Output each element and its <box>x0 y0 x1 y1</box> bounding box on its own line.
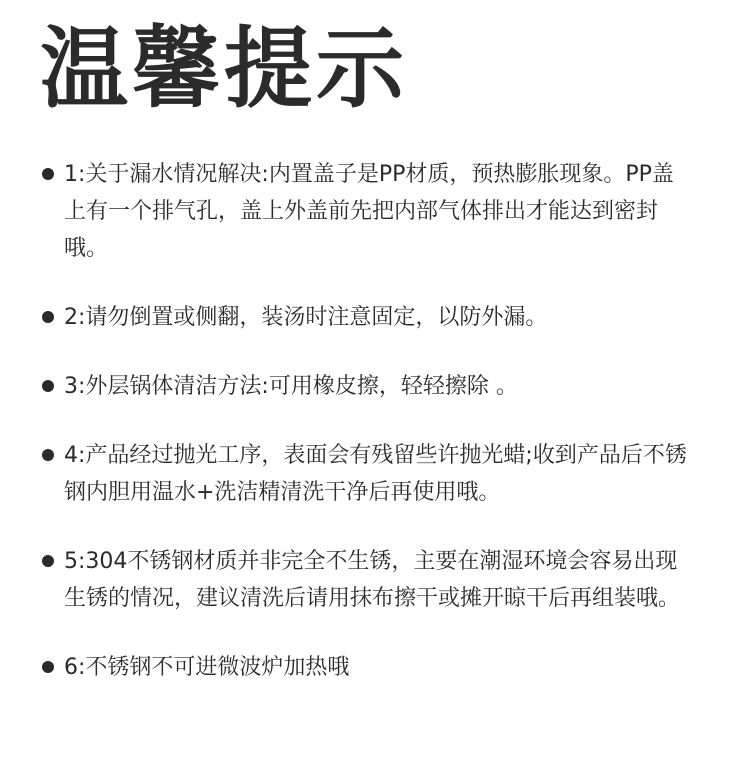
bullet-dot-icon <box>42 168 54 180</box>
tip-item-5 <box>42 543 692 617</box>
bullet-dot-icon <box>42 311 54 323</box>
bullet-dot-icon <box>42 555 54 567</box>
tip-text: 5:304不锈钢材质并非完全不生锈，主要在潮湿环境会容易出现生锈的情况，建议清洗后请用抹布擦干或摊开晾干后再组装哦。 <box>64 549 681 611</box>
bullet-dot-icon <box>42 449 54 461</box>
tip-text: 3:外层锅体清洁方法:可用橡皮擦，轻轻擦除 。 <box>64 374 518 399</box>
tip-item-2 <box>42 299 692 336</box>
tip-text: 1:关于漏水情况解决:内置盖子是PP材质，预热膨胀现象。PP盖上有一个排气孔，盖上外盖前先把内部气体排出才能达到密封哦。 <box>64 162 674 261</box>
tip-text: 4:产品经过抛光工序，表面会有残留些许抛光蜡;收到产品后不锈钢内胆用温水+洗洁精清洗干净后再使用哦。 <box>64 443 687 505</box>
bullet-dot-icon <box>42 380 54 392</box>
tips-list <box>42 156 692 686</box>
page-title: 温馨提示 <box>40 17 409 120</box>
tip-item-6 <box>42 649 692 686</box>
tip-item-1 <box>42 156 692 267</box>
tip-item-4 <box>42 437 692 511</box>
bullet-dot-icon <box>42 661 54 673</box>
tip-text: 2:请勿倒置或侧翻，装汤时注意固定，以防外漏。 <box>64 305 548 330</box>
tip-text: 6:不锈钢不可进微波炉加热哦 <box>64 655 350 680</box>
tip-item-3 <box>42 368 692 405</box>
